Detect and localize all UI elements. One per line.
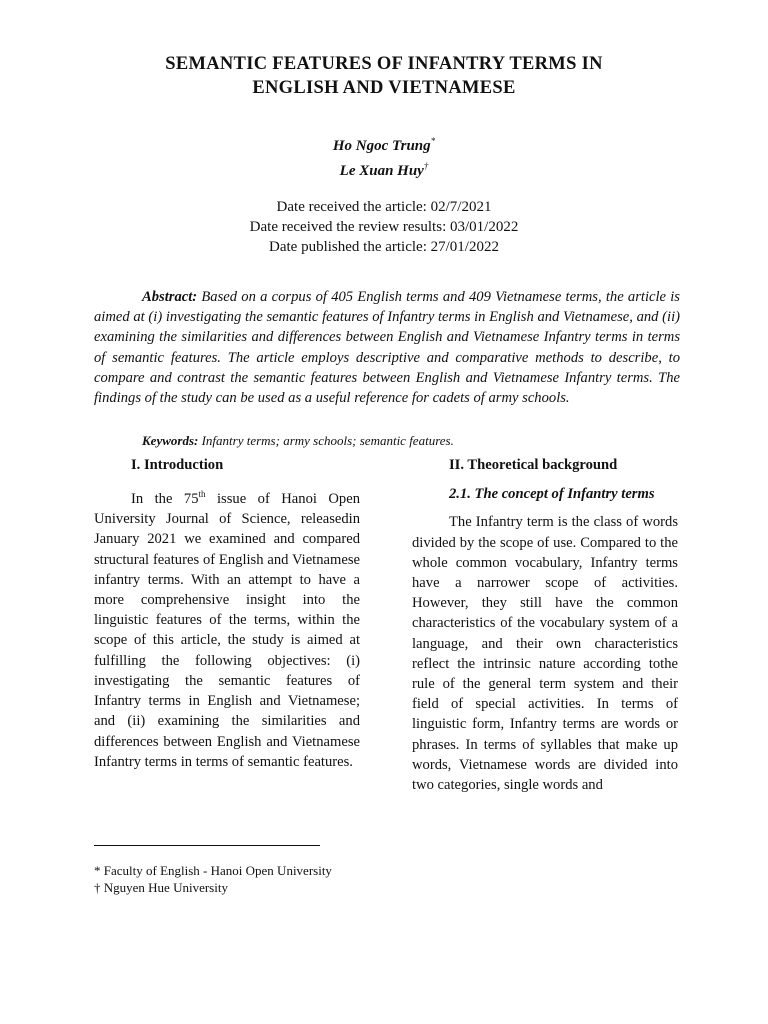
section-heading-introduction: I. Introduction <box>131 457 224 473</box>
date-published: Date published the article: 27/01/2022 <box>269 239 499 255</box>
title-line-2: ENGLISH AND VIETNAMESE <box>252 78 516 98</box>
author-2-mark: † <box>423 161 429 171</box>
article-dates <box>0 197 768 257</box>
date-review: Date received the review results: 03/01/2022 <box>249 219 519 235</box>
author-1-name: Ho Ngoc Trung <box>332 138 431 154</box>
keywords <box>142 432 682 450</box>
intro-superscript: th <box>198 489 206 500</box>
footnote-2: † Nguyen Hue University <box>94 880 228 895</box>
abstract-text: Based on a corpus of 405 English terms and 409 Vietnamese terms, the article is aimed at (i) investigating the semantic features of Infantry terms in English and Vietnamese, and (ii) examining the similarities and differences between English and Vietnamese Infantry terms in terms of semantic features. The article employs descriptive and comparative methods to describe, to compare and contrast the semantic features between English and Vietnamese Infantry terms. The findings of the study can be used as a useful reference for cadets of army schools. <box>94 289 680 407</box>
intro-text-rest: issue of Hanoi Open University Journal of Science, releasedin January 2021 we examined and compared structural features of English and Vietnamese infantry terms. With an attempt to have a more comprehensive insight into the linguistic features of the terms, within the scope of this article, the study is aimed at fulfilling the following objectives: (i) investigating the semantic features of Infantry terms in English and Vietnamese; and (ii) examining the similarities and differences between English and Vietnamese Infantry terms in terms of semantic features. <box>94 491 360 770</box>
abstract <box>94 287 680 408</box>
footnotes <box>94 862 332 896</box>
footnote-divider <box>94 845 320 846</box>
abstract-label: Abstract: <box>142 289 198 305</box>
concept-paragraph: The Infantry term is the class of words divided by the scope of use. Compared to the whole common vocabulary, Infantry terms have a narrower scope of activities. However, they still have the common characteristics of the vocabulary system of a language, and their own characteristics reflect the intrinsic nature according tothe rule of the general term system and their field of special activities. In terms of linguistic form, Infantry terms are words or phrases. In terms of syllables that make up words, Vietnamese words are divided into two categories, single words and <box>412 514 678 794</box>
keywords-text: Infantry terms; army schools; semantic features. <box>198 433 454 448</box>
author-list <box>0 131 768 181</box>
author-2-name: Le Xuan Huy <box>339 163 424 179</box>
footnote-1: * Faculty of English - Hanoi Open University <box>94 863 332 878</box>
author-1-mark: * <box>430 136 436 146</box>
introduction-paragraph <box>94 484 360 772</box>
subsection-heading-concept: 2.1. The concept of Infantry terms <box>449 486 655 503</box>
paper-title <box>60 52 708 100</box>
left-column <box>94 455 360 772</box>
right-column <box>412 455 678 795</box>
title-line-1: SEMANTIC FEATURES OF INFANTRY TERMS IN <box>165 54 603 74</box>
author-1 <box>0 131 768 156</box>
keywords-label: Keywords: <box>142 433 199 448</box>
author-2 <box>0 156 768 181</box>
date-received: Date received the article: 02/7/2021 <box>276 199 492 215</box>
intro-text-start: In the 75 <box>131 491 199 508</box>
section-heading-theoretical-background: II. Theoretical background <box>449 457 618 473</box>
